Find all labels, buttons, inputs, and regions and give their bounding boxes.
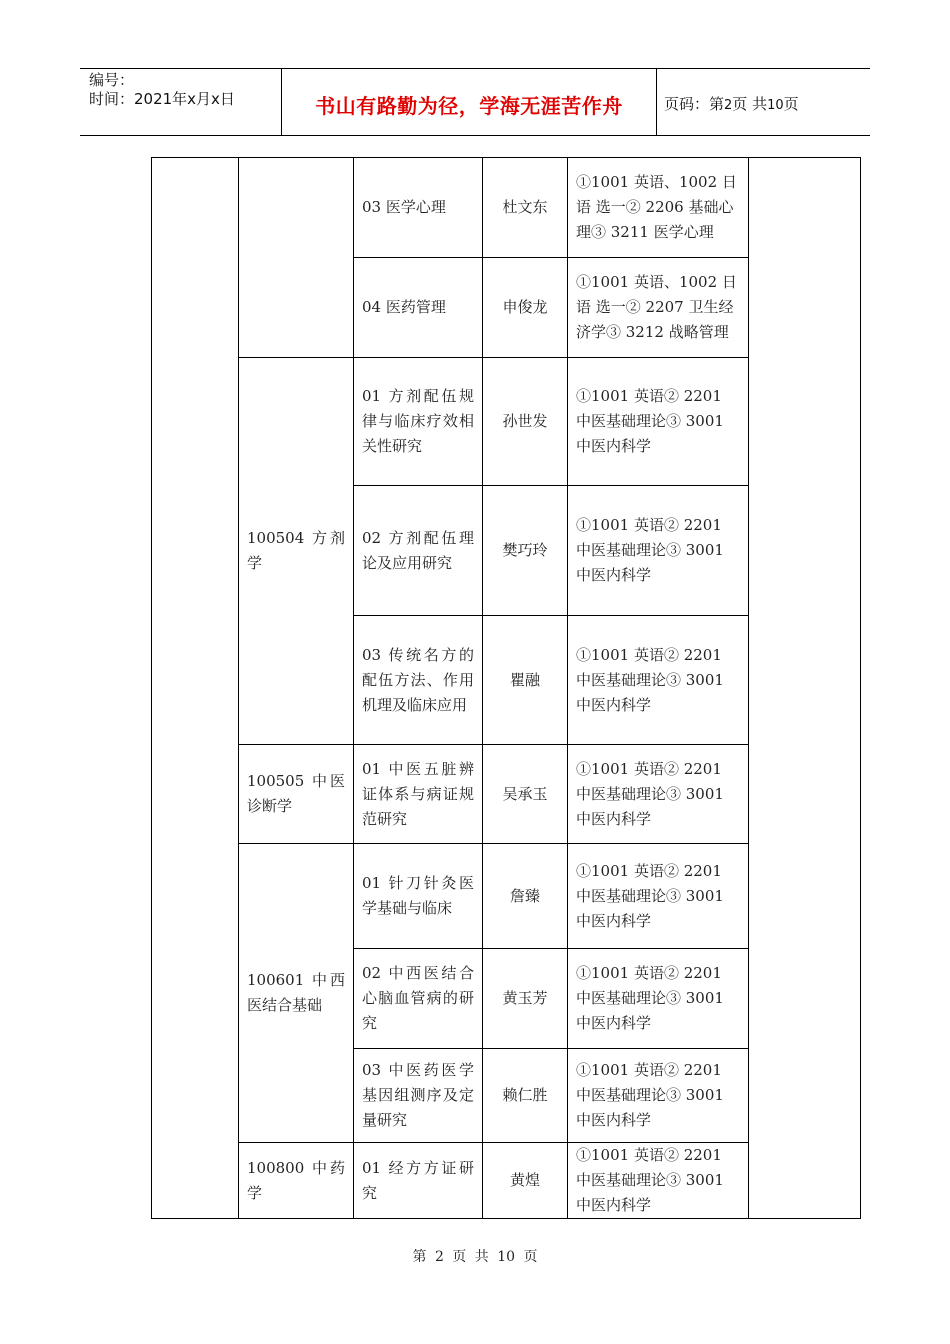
tutor-cell: 孙世发	[483, 358, 568, 486]
direction-cell: 03 中医药医学基因组测序及定量研究	[354, 1049, 483, 1143]
direction-cell: 04 医药管理	[354, 258, 483, 358]
college-cell	[152, 158, 239, 1219]
major-cell: 100601 中西医结合基础	[239, 844, 354, 1143]
table-row	[152, 158, 861, 258]
direction-cell: 01 方剂配伍规律与临床疗效相关性研究	[354, 358, 483, 486]
header-divider	[656, 69, 657, 136]
major-cell: 100505 中医诊断学	[239, 745, 354, 844]
tutor-cell: 赖仁胜	[483, 1049, 568, 1143]
exam-cell: ①1001 英语② 2201 中医基础理论③ 3001 中医内科学	[568, 949, 749, 1049]
exam-cell: ①1001 英语② 2201 中医基础理论③ 3001 中医内科学	[568, 1049, 749, 1143]
direction-cell: 03 医学心理	[354, 158, 483, 258]
exam-cell: ①1001 英语② 2201 中医基础理论③ 3001 中医内科学	[568, 745, 749, 844]
major-cell	[239, 158, 354, 358]
exam-cell: ①1001 英语、1002 日语 选一② 2207 卫生经济学③ 3212 战略管理	[568, 258, 749, 358]
page-number: 2	[724, 98, 733, 113]
doc-time-label: 时间：2021年x月x日	[89, 90, 235, 108]
exam-cell: ①1001 英语② 2201 中医基础理论③ 3001 中医内科学	[568, 844, 749, 949]
major-cell: 100504 方剂学	[239, 358, 354, 745]
tutor-cell: 吴承玉	[483, 745, 568, 844]
remark-cell	[749, 158, 861, 1219]
page-total: 10	[767, 98, 784, 113]
direction-cell: 02 中西医结合心脑血管病的研究	[354, 949, 483, 1049]
exam-cell: ①1001 英语② 2201 中医基础理论③ 3001 中医内科学	[568, 486, 749, 616]
header-page-info	[664, 93, 799, 114]
page-footer: 第 2 页 共 10 页	[412, 1249, 538, 1265]
tutor-cell: 黄煌	[483, 1143, 568, 1219]
program-table	[151, 157, 861, 1219]
direction-cell: 01 中医五脏辨证体系与病证规范研究	[354, 745, 483, 844]
direction-cell: 01 针刀针灸医学基础与临床	[354, 844, 483, 949]
direction-cell: 03 传统名方的配伍方法、作用机理及临床应用	[354, 616, 483, 745]
tutor-cell: 樊巧玲	[483, 486, 568, 616]
exam-cell: ①1001 英语、1002 日语 选一② 2206 基础心理③ 3211 医学心理	[568, 158, 749, 258]
tutor-cell: 黄玉芳	[483, 949, 568, 1049]
header-meta	[89, 71, 279, 109]
tutor-cell: 申俊龙	[483, 258, 568, 358]
doc-code-label: 编号：	[89, 71, 135, 89]
exam-cell: ①1001 英语② 2201 中医基础理论③ 3001 中医内科学	[568, 358, 749, 486]
header-motto: 书山有路勤为径，学海无涯苦作舟	[315, 94, 623, 118]
page-mid: 页 共	[732, 95, 768, 113]
exam-cell: ①1001 英语② 2201 中医基础理论③ 3001 中医内科学	[568, 1143, 749, 1219]
tutor-cell: 瞿融	[483, 616, 568, 745]
page-header	[80, 68, 870, 136]
tutor-cell: 詹臻	[483, 844, 568, 949]
tutor-cell: 杜文东	[483, 158, 568, 258]
major-cell: 100800 中药学	[239, 1143, 354, 1219]
direction-cell: 01 经方方证研究	[354, 1143, 483, 1219]
direction-cell: 02 方剂配伍理论及应用研究	[354, 486, 483, 616]
exam-cell: ①1001 英语② 2201 中医基础理论③ 3001 中医内科学	[568, 616, 749, 745]
page-prefix: 页码：第	[664, 95, 725, 113]
page-suffix: 页	[783, 95, 799, 113]
